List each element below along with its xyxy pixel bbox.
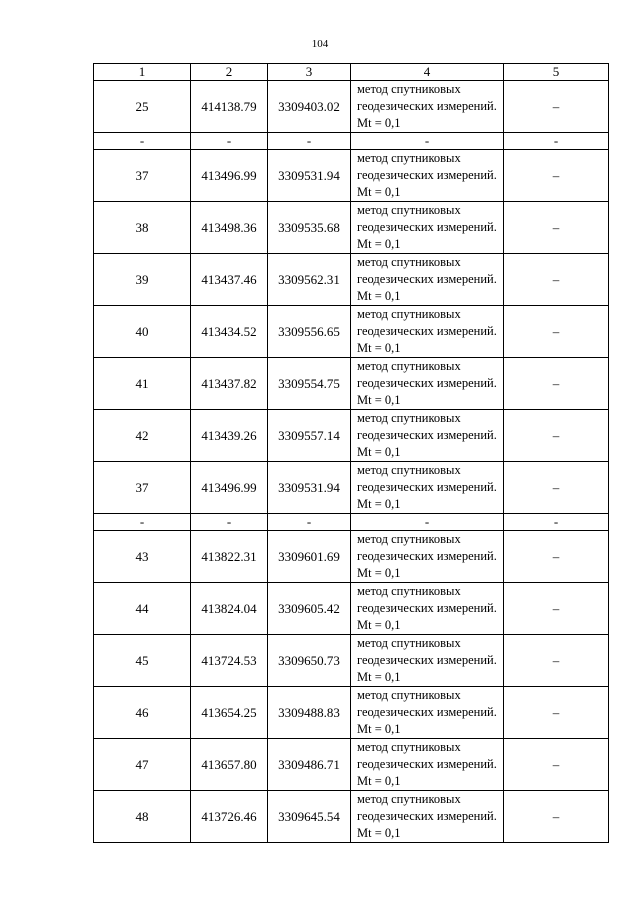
- point-number-cell: 45: [94, 635, 191, 687]
- x-coordinate-cell: 413496.99: [191, 150, 268, 202]
- table-row: [94, 306, 609, 358]
- note-cell: –: [504, 202, 609, 254]
- column-header: 1: [94, 64, 191, 81]
- method-description-cell: метод спутниковых геодезических измерений. Mt = 0,1: [351, 462, 504, 514]
- point-number-cell: 37: [94, 150, 191, 202]
- x-coordinate-cell: 413439.26: [191, 410, 268, 462]
- y-coordinate-cell: 3309535.68: [268, 202, 351, 254]
- y-coordinate-cell: 3309605.42: [268, 583, 351, 635]
- table-row: [94, 150, 609, 202]
- table-row: [94, 358, 609, 410]
- point-number-cell: 44: [94, 583, 191, 635]
- point-number-cell: 41: [94, 358, 191, 410]
- point-number-cell: 25: [94, 81, 191, 133]
- table-header-row: [94, 64, 609, 81]
- table-row: [94, 635, 609, 687]
- method-description-cell: метод спутниковых геодезических измерений. Mt = 0,1: [351, 583, 504, 635]
- y-coordinate-cell: 3309531.94: [268, 462, 351, 514]
- x-coordinate-cell: 413824.04: [191, 583, 268, 635]
- note-cell: –: [504, 254, 609, 306]
- x-coordinate-cell: 413498.36: [191, 202, 268, 254]
- table-row: [94, 687, 609, 739]
- table-row: [94, 202, 609, 254]
- x-coordinate-cell: 413822.31: [191, 531, 268, 583]
- y-coordinate-cell: 3309531.94: [268, 150, 351, 202]
- x-coordinate-cell: 413726.46: [191, 791, 268, 843]
- x-coordinate-cell: 413654.25: [191, 687, 268, 739]
- table-row: [94, 462, 609, 514]
- table-row: [94, 791, 609, 843]
- method-description-cell: метод спутниковых геодезических измерений. Mt = 0,1: [351, 739, 504, 791]
- x-coordinate-cell: -: [191, 133, 268, 150]
- note-cell: –: [504, 462, 609, 514]
- point-number-cell: 38: [94, 202, 191, 254]
- point-number-cell: 43: [94, 531, 191, 583]
- y-coordinate-cell: -: [268, 514, 351, 531]
- note-cell: –: [504, 739, 609, 791]
- x-coordinate-cell: 413437.82: [191, 358, 268, 410]
- note-cell: –: [504, 531, 609, 583]
- point-number-cell: 47: [94, 739, 191, 791]
- coordinates-table: [93, 63, 609, 843]
- note-cell: –: [504, 791, 609, 843]
- column-header: 5: [504, 64, 609, 81]
- note-cell: –: [504, 583, 609, 635]
- separator-row: [94, 514, 609, 531]
- column-header: 4: [351, 64, 504, 81]
- y-coordinate-cell: 3309650.73: [268, 635, 351, 687]
- point-number-cell: -: [94, 133, 191, 150]
- x-coordinate-cell: -: [191, 514, 268, 531]
- note-cell: -: [504, 514, 609, 531]
- method-description-cell: метод спутниковых геодезических измерений. Mt = 0,1: [351, 531, 504, 583]
- note-cell: –: [504, 358, 609, 410]
- method-description-cell: метод спутниковых геодезических измерений. Mt = 0,1: [351, 202, 504, 254]
- point-number-cell: -: [94, 514, 191, 531]
- point-number-cell: 40: [94, 306, 191, 358]
- note-cell: –: [504, 687, 609, 739]
- table-row: [94, 739, 609, 791]
- y-coordinate-cell: 3309488.83: [268, 687, 351, 739]
- table-body: [94, 64, 609, 843]
- note-cell: –: [504, 635, 609, 687]
- method-description-cell: метод спутниковых геодезических измерений. Mt = 0,1: [351, 791, 504, 843]
- column-header: 3: [268, 64, 351, 81]
- x-coordinate-cell: 413434.52: [191, 306, 268, 358]
- method-description-cell: метод спутниковых геодезических измерений. Mt = 0,1: [351, 635, 504, 687]
- method-description-cell: метод спутниковых геодезических измерений. Mt = 0,1: [351, 306, 504, 358]
- method-description-cell: -: [351, 133, 504, 150]
- y-coordinate-cell: 3309556.65: [268, 306, 351, 358]
- y-coordinate-cell: 3309403.02: [268, 81, 351, 133]
- separator-row: [94, 133, 609, 150]
- method-description-cell: метод спутниковых геодезических измерений. Mt = 0,1: [351, 254, 504, 306]
- y-coordinate-cell: 3309486.71: [268, 739, 351, 791]
- y-coordinate-cell: 3309557.14: [268, 410, 351, 462]
- x-coordinate-cell: 413657.80: [191, 739, 268, 791]
- point-number-cell: 46: [94, 687, 191, 739]
- table-row: [94, 254, 609, 306]
- table-row: [94, 583, 609, 635]
- note-cell: -: [504, 133, 609, 150]
- note-cell: –: [504, 306, 609, 358]
- y-coordinate-cell: 3309645.54: [268, 791, 351, 843]
- column-header: 2: [191, 64, 268, 81]
- y-coordinate-cell: 3309562.31: [268, 254, 351, 306]
- method-description-cell: метод спутниковых геодезических измерений. Mt = 0,1: [351, 81, 504, 133]
- table-row: [94, 531, 609, 583]
- table-row: [94, 410, 609, 462]
- table-row: [94, 81, 609, 133]
- point-number-cell: 42: [94, 410, 191, 462]
- y-coordinate-cell: -: [268, 133, 351, 150]
- point-number-cell: 37: [94, 462, 191, 514]
- x-coordinate-cell: 413437.46: [191, 254, 268, 306]
- page-number: 104: [311, 38, 329, 50]
- x-coordinate-cell: 413724.53: [191, 635, 268, 687]
- note-cell: –: [504, 410, 609, 462]
- method-description-cell: -: [351, 514, 504, 531]
- method-description-cell: метод спутниковых геодезических измерений. Mt = 0,1: [351, 358, 504, 410]
- note-cell: –: [504, 150, 609, 202]
- y-coordinate-cell: 3309601.69: [268, 531, 351, 583]
- method-description-cell: метод спутниковых геодезических измерений. Mt = 0,1: [351, 410, 504, 462]
- note-cell: –: [504, 81, 609, 133]
- y-coordinate-cell: 3309554.75: [268, 358, 351, 410]
- point-number-cell: 39: [94, 254, 191, 306]
- point-number-cell: 48: [94, 791, 191, 843]
- method-description-cell: метод спутниковых геодезических измерений. Mt = 0,1: [351, 687, 504, 739]
- method-description-cell: метод спутниковых геодезических измерений. Mt = 0,1: [351, 150, 504, 202]
- x-coordinate-cell: 413496.99: [191, 462, 268, 514]
- x-coordinate-cell: 414138.79: [191, 81, 268, 133]
